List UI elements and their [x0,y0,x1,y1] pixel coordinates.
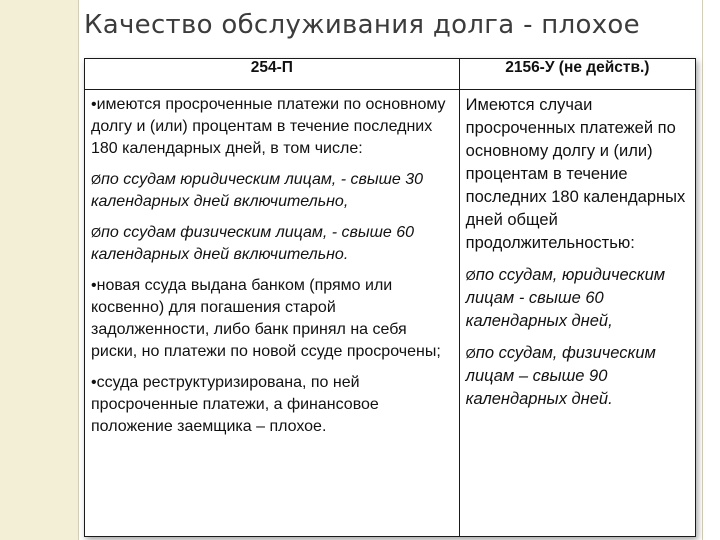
criterion-text: по ссудам, физическим лицам – свыше 90 календарных дней. [465,344,656,408]
cell-2156u-criteria [459,90,695,537]
header-254p: 254-П [85,59,460,90]
arrow-bullet-icon: Ø [91,172,102,187]
arrow-bullet-icon: Ø [91,225,102,240]
comparison-table [84,58,696,537]
criterion-legal-entities-30 [91,169,455,213]
arrow-bullet-icon: Ø [465,268,476,283]
left-decorative-band [0,0,78,540]
criterion-text: по ссудам юридическим лицам, - свыше 30 календарных дней включительно, [91,171,424,210]
criterion-legal-entities-60 [466,264,691,333]
header-2156u: 2156-У (не действ.) [459,59,695,90]
criterion-new-loan: •новая ссуда выдана банком (прямо или косвенно) для погашения старой задолженности, либо банк принял на себя риски, но платежи по новой ссуде просрочены; [91,277,441,360]
criterion-text: по ссудам, юридическим лицам - свыше 60 календарных дней, [465,266,666,330]
table-header-row [85,59,696,90]
criterion-overdue-180: •имеются просроченные платежи по основному долгу и (или) процентам в течение последних 180 календарных дней, в том числе: [91,96,446,157]
slide-title: Качество обслуживания долга - плохое [84,10,640,40]
table-body-row [85,90,696,537]
arrow-bullet-icon: Ø [465,346,476,361]
left-vertical-rule [78,0,79,540]
right-vertical-rule [702,0,703,540]
criterion-restructured: •ссуда реструктуризирована, по ней просроченные платежи, а финансовое положение заемщика – плохое. [91,374,379,435]
criterion-individuals-60 [91,222,455,266]
cell-254p-criteria [85,90,460,537]
criterion-text: по ссудам физическим лицам, - свыше 60 календарных дней включительно. [91,224,415,263]
criterion-individuals-90 [466,342,691,411]
criterion-overdue-cases: Имеются случаи просроченных платежей по основному долгу и (или) процентам в течение последних 180 календарных дней общей продолжительностью: [465,96,686,252]
